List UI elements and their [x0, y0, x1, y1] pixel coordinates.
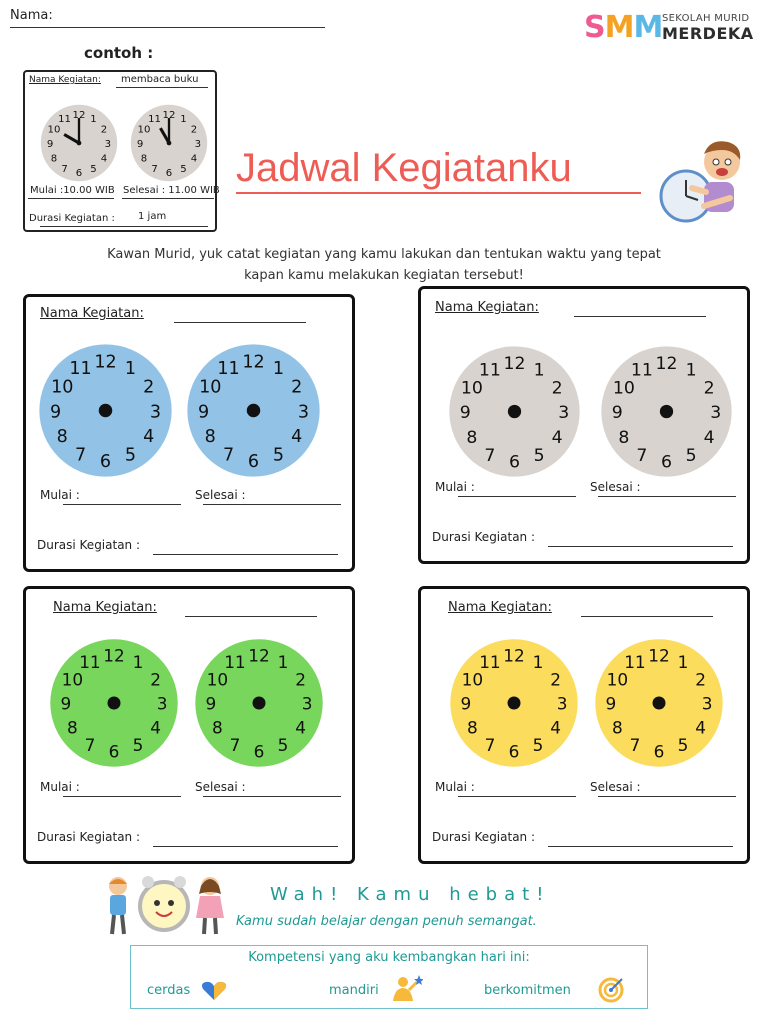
clock-number: 10 — [199, 377, 222, 398]
clock-number: 2 — [143, 377, 155, 398]
clock-number: 9 — [460, 693, 472, 714]
clock-number: 11 — [79, 651, 101, 672]
clock-number: 9 — [136, 138, 144, 150]
duration-line[interactable] — [548, 846, 733, 847]
clock-number: 11 — [217, 358, 240, 379]
clock-center-dot — [660, 405, 673, 418]
end-label: Selesai : — [590, 780, 641, 794]
clock-number: 1 — [277, 651, 289, 672]
clock-number: 3 — [301, 693, 313, 714]
activity-name-line[interactable] — [174, 322, 306, 323]
clock-number: 5 — [277, 735, 289, 756]
clock-number: 8 — [466, 717, 478, 738]
duration-line[interactable] — [153, 554, 338, 555]
clock-number: 2 — [291, 377, 303, 398]
clock-number: 12 — [242, 352, 265, 373]
clock-number: 4 — [295, 717, 307, 738]
clock-number: 5 — [180, 163, 187, 175]
clock-number: 12 — [72, 110, 86, 122]
clock-number: 1 — [677, 651, 689, 672]
example-end: Selesai : 11.00 WIB — [123, 185, 220, 196]
clock-number: 2 — [150, 669, 162, 690]
clock-number: 2 — [703, 378, 715, 399]
clock-number: 7 — [484, 445, 496, 466]
activity-name-label: Nama Kegiatan: — [40, 306, 144, 321]
activity-name-line[interactable] — [574, 316, 706, 317]
clock-number: 9 — [611, 403, 623, 424]
start-clock — [449, 638, 579, 772]
competency-mandiri: mandiri — [329, 983, 379, 998]
clock-number: 1 — [132, 651, 144, 672]
clock-number: 12 — [162, 110, 176, 122]
clock-number: 11 — [478, 360, 501, 381]
clock-number: 1 — [124, 358, 137, 379]
clock-number: 4 — [695, 717, 707, 738]
intro-text — [60, 244, 708, 286]
intro-line-1: Kawan Murid, yuk catat kegiatan yang kamu lakukan dan tentukan waktu yang tepat — [107, 247, 661, 262]
clock-number: 9 — [46, 138, 54, 150]
end-line[interactable] — [598, 796, 736, 797]
clock-number: 1 — [533, 360, 545, 381]
clock-number: 2 — [550, 669, 562, 690]
example-start: Mulai :10.00 WIB — [30, 185, 115, 196]
clock-face — [40, 104, 118, 182]
clock-center-dot — [653, 697, 666, 710]
clock-number: 9 — [49, 402, 62, 423]
clock-number: 2 — [551, 378, 563, 399]
start-clock — [49, 638, 179, 772]
clock-number: 5 — [124, 445, 137, 466]
example-end-clock — [130, 104, 208, 186]
end-label: Selesai : — [195, 780, 246, 794]
smm-logo — [584, 10, 754, 44]
clock-face — [38, 343, 173, 478]
clock-number: 1 — [685, 360, 697, 381]
start-line[interactable] — [458, 496, 576, 497]
name-label: Nama: — [10, 8, 53, 23]
clock-number: 8 — [56, 427, 68, 448]
clock-center-dot — [253, 697, 266, 710]
start-clock — [38, 343, 173, 482]
end-line[interactable] — [203, 504, 341, 505]
clock-number: 2 — [695, 669, 707, 690]
competency-berkomitmen: berkomitmen — [484, 983, 571, 998]
clock-number: 6 — [99, 452, 112, 473]
clock-face — [448, 345, 581, 478]
start-label: Mulai : — [435, 780, 475, 794]
activity-name-label: Nama Kegiatan: — [448, 600, 552, 615]
clock-number: 2 — [190, 124, 198, 136]
clock-number: 1 — [272, 358, 285, 379]
clock-number: 11 — [630, 360, 653, 381]
example-duration-label: Durasi Kegiatan : — [29, 213, 115, 224]
clock-number: 11 — [624, 651, 646, 672]
clock-number: 4 — [550, 717, 562, 738]
example-activity-label: Nama Kegiatan: — [29, 75, 101, 85]
clock-number: 12 — [655, 353, 678, 374]
duration-label: Durasi Kegiatan : — [37, 830, 141, 844]
clock-face — [594, 638, 724, 768]
duration-label: Durasi Kegiatan : — [432, 530, 536, 544]
clock-number: 8 — [618, 427, 630, 448]
example-duration-value: 1 jam — [138, 211, 167, 222]
clock-number: 8 — [140, 153, 148, 165]
title-underline — [236, 192, 641, 194]
start-line[interactable] — [458, 796, 576, 797]
page-title: Jadwal Kegiatanku — [236, 146, 572, 190]
activity-name-line[interactable] — [581, 616, 713, 617]
clock-number: 3 — [194, 138, 202, 150]
clock-number: 9 — [197, 402, 210, 423]
clock-number: 6 — [509, 452, 520, 473]
clock-number: 5 — [532, 735, 544, 756]
duration-line[interactable] — [153, 846, 338, 847]
logo-smm-text: SMM — [584, 10, 663, 45]
activity-name-line[interactable] — [185, 616, 317, 617]
clock-number: 4 — [100, 153, 108, 165]
person-star-icon — [389, 974, 423, 1002]
clock-number: 10 — [460, 378, 483, 399]
heart-brain-icon — [200, 980, 228, 1002]
clock-number: 6 — [508, 741, 520, 762]
clock-number: 7 — [151, 163, 158, 175]
clock-number: 1 — [90, 113, 97, 125]
clock-number: 6 — [653, 741, 665, 762]
clock-number: 4 — [703, 427, 715, 448]
end-label: Selesai : — [195, 488, 246, 502]
clock-number: 6 — [165, 167, 173, 179]
clock-number: 5 — [90, 163, 97, 175]
start-line[interactable] — [63, 504, 181, 505]
clock-center-dot — [108, 697, 121, 710]
clock-number: 10 — [137, 124, 151, 136]
clock-number: 5 — [272, 445, 285, 466]
clock-number: 12 — [503, 353, 526, 374]
clock-number: 11 — [479, 651, 501, 672]
clock-number: 11 — [148, 113, 162, 125]
end-label: Selesai : — [590, 480, 641, 494]
clock-number: 10 — [47, 124, 61, 136]
clock-number: 5 — [132, 735, 144, 756]
clock-number: 12 — [503, 645, 525, 666]
logo-line2: MERDEKA — [662, 24, 754, 43]
clock-number: 11 — [69, 358, 92, 379]
clock-number: 6 — [108, 741, 120, 762]
name-input-line[interactable] — [10, 27, 325, 28]
competency-cerdas: cerdas — [147, 983, 191, 998]
clock-number: 12 — [648, 645, 670, 666]
clock-number: 7 — [636, 445, 648, 466]
clock-number: 2 — [100, 124, 108, 136]
clock-number: 7 — [629, 735, 641, 756]
clock-number: 9 — [60, 693, 72, 714]
clock-face — [600, 345, 733, 478]
clock-number: 8 — [611, 717, 623, 738]
clock-face — [130, 104, 208, 182]
end-clock — [194, 638, 324, 772]
clock-number: 3 — [156, 693, 168, 714]
praise-text: Kamu sudah belajar dengan penuh semangat. — [236, 914, 537, 929]
clock-number: 8 — [466, 427, 478, 448]
clock-number: 4 — [190, 153, 198, 165]
clock-number: 4 — [551, 427, 563, 448]
clock-number: 7 — [484, 735, 496, 756]
clock-number: 6 — [75, 167, 83, 179]
end-line[interactable] — [598, 496, 736, 497]
clock-number: 2 — [295, 669, 307, 690]
example-start-clock — [40, 104, 118, 186]
clock-center-dot — [508, 405, 521, 418]
clock-number: 5 — [685, 445, 697, 466]
clock-number: 11 — [224, 651, 246, 672]
clock-number: 1 — [180, 113, 187, 125]
clock-number: 3 — [297, 402, 310, 423]
intro-line-2: kapan kamu melakukan kegiatan tersebut! — [244, 268, 524, 283]
clock-number: 8 — [204, 427, 216, 448]
clock-number: 3 — [104, 138, 112, 150]
duration-line[interactable] — [548, 546, 733, 547]
clock-number: 8 — [50, 153, 58, 165]
clock-center-dot — [167, 141, 172, 146]
clock-center-dot — [247, 404, 261, 418]
start-clock — [448, 345, 581, 482]
duration-label: Durasi Kegiatan : — [37, 538, 141, 552]
end-line[interactable] — [203, 796, 341, 797]
activity-name-label: Nama Kegiatan: — [435, 300, 539, 315]
clock-center-dot — [77, 141, 82, 146]
clock-number: 7 — [222, 445, 235, 466]
clock-face — [186, 343, 321, 478]
clock-number: 3 — [701, 693, 713, 714]
clock-number: 10 — [612, 378, 635, 399]
clock-number: 12 — [94, 352, 117, 373]
clock-number: 4 — [150, 717, 162, 738]
clock-number: 12 — [248, 645, 270, 666]
clock-number: 6 — [661, 452, 672, 473]
clock-number: 6 — [253, 741, 265, 762]
clock-number: 7 — [74, 445, 87, 466]
clock-number: 10 — [461, 669, 484, 690]
clock-center-dot — [508, 697, 521, 710]
clock-number: 7 — [84, 735, 96, 756]
clock-number: 3 — [149, 402, 162, 423]
clock-number: 8 — [66, 717, 78, 738]
clock-number: 10 — [51, 377, 74, 398]
activity-name-label: Nama Kegiatan: — [53, 600, 157, 615]
kids-alarm-clock-icon — [100, 872, 228, 942]
start-label: Mulai : — [40, 780, 80, 794]
clock-number: 11 — [58, 113, 72, 125]
clock-number: 3 — [558, 403, 570, 424]
competency-title: Kompetensi yang aku kembangkan hari ini: — [248, 950, 530, 965]
clock-number: 1 — [532, 651, 544, 672]
clock-face — [194, 638, 324, 768]
example-activity-value: membaca buku — [121, 74, 199, 85]
clock-face — [49, 638, 179, 768]
clock-number: 9 — [205, 693, 217, 714]
clock-number: 8 — [211, 717, 223, 738]
start-label: Mulai : — [40, 488, 80, 502]
start-label: Mulai : — [435, 480, 475, 494]
clock-number: 3 — [710, 403, 722, 424]
praise-title: Wah! Kamu hebat! — [270, 884, 551, 905]
clock-number: 7 — [61, 163, 68, 175]
clock-number: 9 — [459, 403, 471, 424]
clock-number: 4 — [291, 427, 303, 448]
start-line[interactable] — [63, 796, 181, 797]
clock-number: 10 — [606, 669, 629, 690]
clock-number: 4 — [143, 427, 155, 448]
end-clock — [186, 343, 321, 482]
boy-clock-icon — [658, 136, 754, 224]
logo-line1: SEKOLAH MURID — [662, 13, 750, 24]
clock-face — [449, 638, 579, 768]
clock-number: 5 — [533, 445, 545, 466]
clock-number: 10 — [206, 669, 229, 690]
target-icon — [598, 977, 624, 1003]
clock-center-dot — [99, 404, 113, 418]
example-title: contoh : — [84, 44, 154, 62]
clock-number: 5 — [677, 735, 689, 756]
duration-label: Durasi Kegiatan : — [432, 830, 536, 844]
clock-number: 12 — [103, 645, 125, 666]
clock-number: 9 — [605, 693, 617, 714]
end-clock — [600, 345, 733, 482]
clock-number: 10 — [61, 669, 84, 690]
clock-number: 6 — [247, 452, 260, 473]
clock-number: 7 — [229, 735, 241, 756]
clock-number: 3 — [556, 693, 568, 714]
end-clock — [594, 638, 724, 772]
